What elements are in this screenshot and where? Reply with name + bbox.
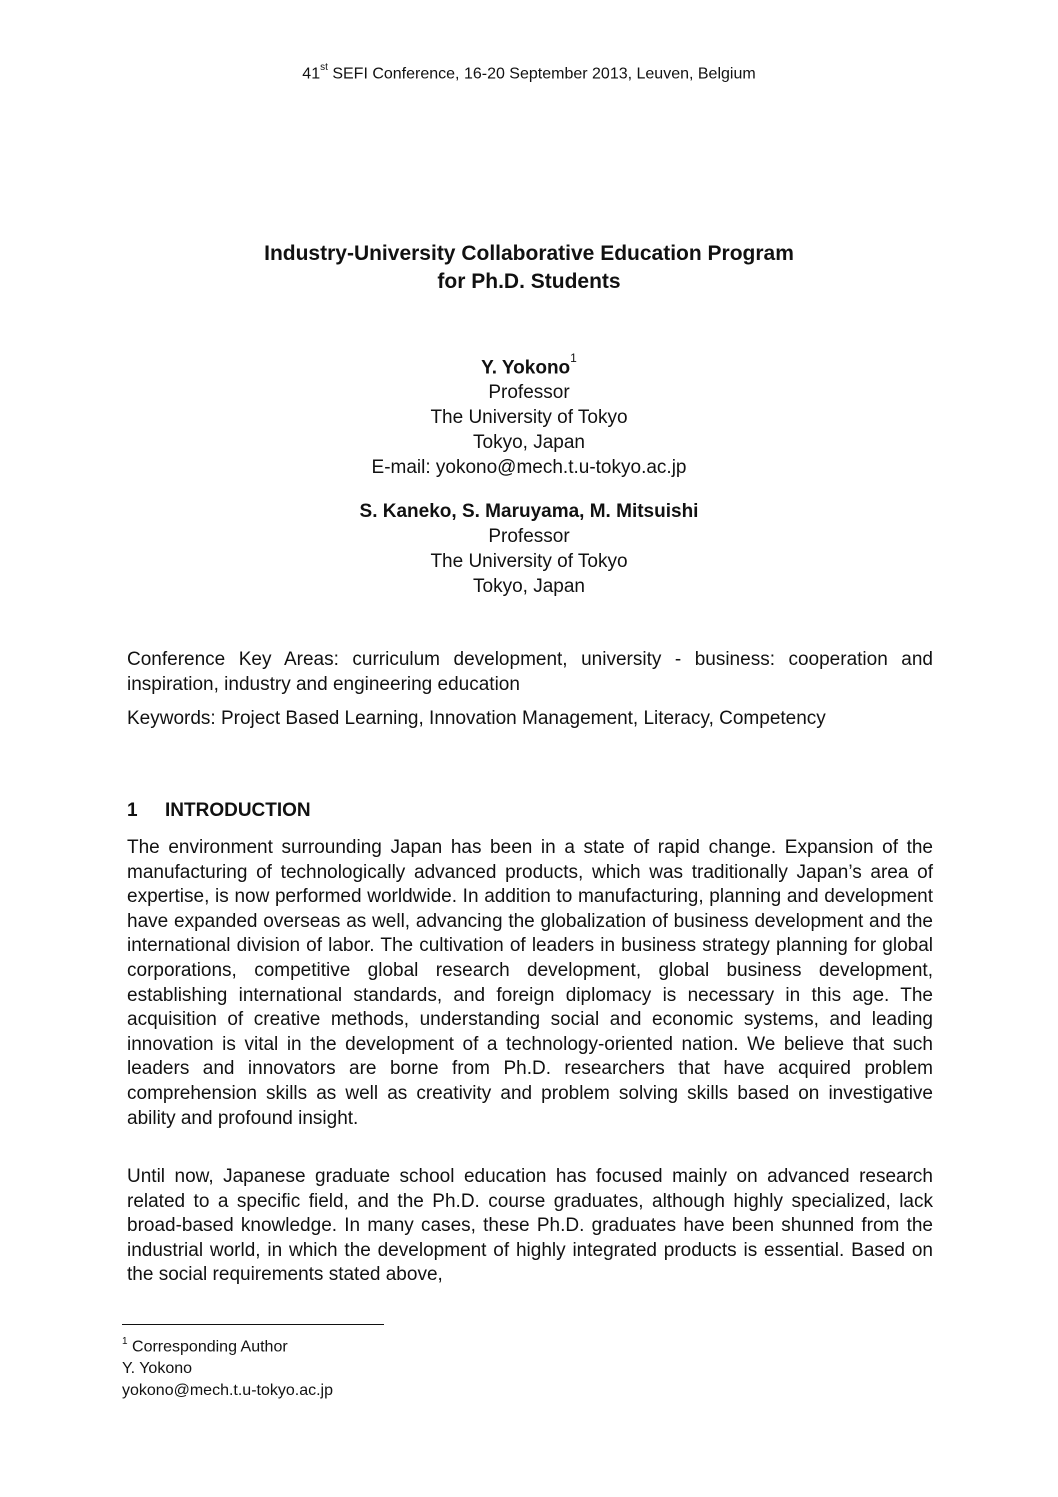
paper-title (120, 240, 938, 296)
section-number: 1 (127, 800, 138, 821)
footnote-email: yokono@mech.t.u-tokyo.ac.jp (122, 1382, 334, 1400)
ordinal-suffix: st (320, 62, 328, 73)
running-header (0, 64, 1058, 83)
body-paragraph-1: The environment surrounding Japan has been in a state of rapid change. Expansion of the manufacturing of technologically advanced products, which was traditionally Japan’s area of expertise, is now performed worldwide. In addition to manufacturing, planning and development have expanded overseas as well, advancing the globalization of business development and the international division of labor. The cultivation of leaders in business strategy planning for global corporations, competitive global research development, global business development, establishing international standards, and foreign diplomacy is necessary in this age. The acquisition of creative methods, understanding social and economic systems, and leading innovation is vital in the development of a technology-oriented nation. We believe that such leaders and innovators are borne from Ph.D. researchers that have acquired problem comprehension skills as well as creativity and problem solving skills based on investigative ability and profound insight. (127, 837, 933, 1129)
coauthor-names: S. Kaneko, S. Maruyama, M. Mitsuishi (359, 501, 699, 522)
conference-info: SEFI Conference, 16-20 September 2013, Leuven, Belgium (327, 65, 756, 83)
footnote-label: Corresponding Author (127, 1338, 288, 1356)
author-position: Professor (488, 382, 570, 404)
conference-number: 41 (302, 65, 321, 83)
author-block-2 (120, 499, 938, 599)
author-institution: The University of Tokyo (430, 407, 628, 429)
coauthor-location: Tokyo, Japan (473, 576, 585, 597)
keywords: Keywords: Project Based Learning, Innovation Management, Literacy, Competency (127, 708, 826, 729)
title-line-2: for Ph.D. Students (437, 270, 621, 293)
footnote-name: Y. Yokono (122, 1360, 193, 1378)
author-block-1 (120, 350, 938, 480)
footnote (122, 1332, 333, 1402)
author-name: Y. Yokono (481, 357, 571, 379)
footnote-marker: 1 (570, 351, 577, 365)
coauthor-position: Professor (488, 526, 570, 547)
body-paragraph-2: Until now, Japanese graduate school education has focused mainly on advanced research related to a specific field, and the Ph.D. course graduates, although highly specialized, lack broad-based knowledge. In many cases, these Ph.D. graduates have been shunned from the industrial world, in which the development of highly integrated products is essential. Based on the social requirements stated above, (127, 1166, 933, 1286)
footnote-divider (122, 1324, 384, 1325)
section-heading (127, 800, 311, 822)
conference-key-areas: Conference Key Areas: curriculum development, university - business: cooperation and inspiration, industry and engineering education (127, 649, 933, 695)
footnote-number: 1 (122, 1336, 128, 1347)
section-title: INTRODUCTION (165, 800, 311, 821)
author-location: Tokyo, Japan (473, 432, 585, 454)
coauthor-institution: The University of Tokyo (430, 551, 628, 572)
author-email: E-mail: yokono@mech.t.u-tokyo.ac.jp (371, 457, 687, 479)
title-line-1: Industry-University Collaborative Education Program (264, 242, 794, 265)
